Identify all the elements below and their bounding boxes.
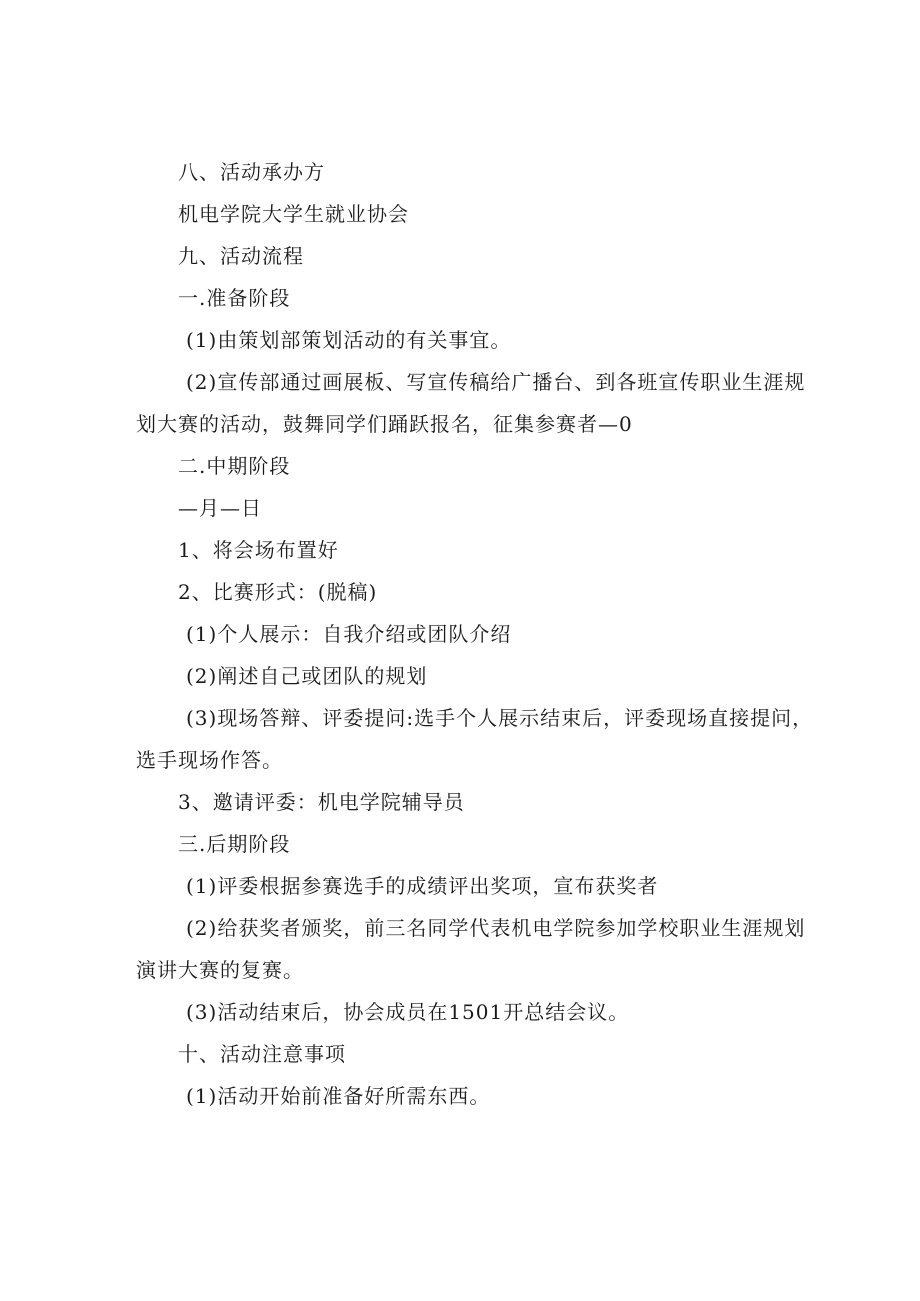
stage-heading-preparation: 一.准备阶段 <box>178 286 291 310</box>
stage-heading-middle: 二.中期阶段 <box>178 454 291 478</box>
list-item-final-2: (2)给获奖者颁奖，前三名同学代表机电学院参加学校职业生涯规划 <box>186 916 806 940</box>
date-line: —月—日 <box>178 496 262 520</box>
list-item-final-3: (3)活动结束后，协会成员在1501开总结会议。 <box>186 1000 630 1024</box>
list-item-middle-2: 2、比赛形式：(脱稿) <box>178 580 378 604</box>
section-heading-organizer: 八、活动承办方 <box>178 160 325 184</box>
list-item-prep-1: (1)由策划部策划活动的有关事宜。 <box>186 328 512 352</box>
paragraph-organizer-name: 机电学院大学生就业协会 <box>178 202 409 226</box>
sub-item-format-1: (1)个人展示：自我介绍或团队介绍 <box>186 622 512 646</box>
list-item-middle-3: 3、邀请评委：机电学院辅导员 <box>178 790 465 814</box>
sub-item-format-2: (2)阐述自己或团队的规划 <box>186 664 428 688</box>
list-item-middle-1: 1、将会场布置好 <box>178 538 339 562</box>
sub-item-format-3-continued: 选手现场作答。 <box>136 748 283 772</box>
list-item-final-2-continued: 演讲大赛的复赛。 <box>136 958 304 982</box>
section-heading-process: 九、活动流程 <box>178 244 304 268</box>
section-heading-notes: 十、活动注意事项 <box>178 1042 346 1066</box>
list-item-prep-2: (2)宣传部通过画展板、写宣传稿给广播台、到各班宣传职业生涯规 <box>186 370 806 394</box>
list-item-prep-2-continued: 划大赛的活动，鼓舞同学们踊跃报名，征集参赛者—0 <box>136 412 633 436</box>
stage-heading-final: 三.后期阶段 <box>178 832 291 856</box>
list-item-final-1: (1)评委根据参赛选手的成绩评出奖项，宣布获奖者 <box>186 874 659 898</box>
list-item-notes-1: (1)活动开始前准备好所需东西。 <box>186 1084 491 1108</box>
sub-item-format-3: (3)现场答辩、评委提问:选手个人展示结束后，评委现场直接提问， <box>186 706 814 730</box>
